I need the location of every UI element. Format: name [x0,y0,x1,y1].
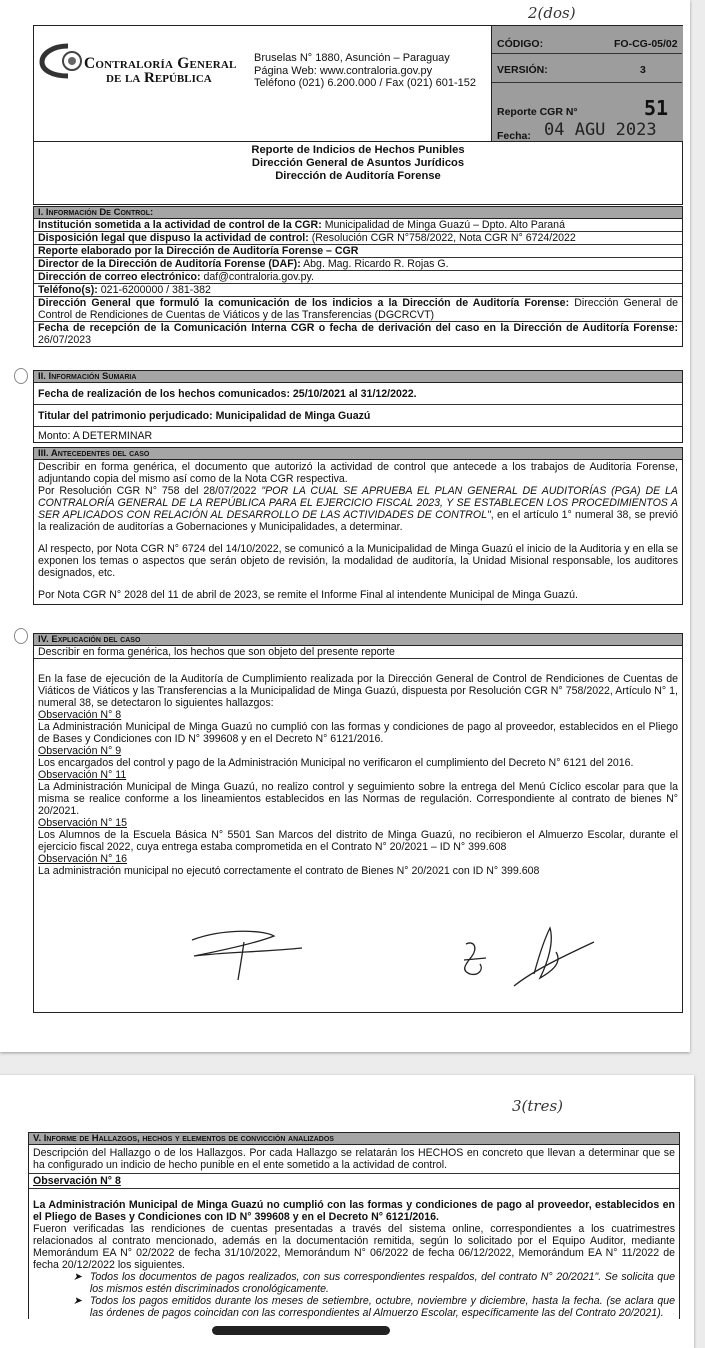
antecedentes-p4: Por Nota CGR N° 2028 del 11 de abril de 2023, se remite el Informe Final al intendente Municipal de Minga Guazú. [38,589,578,601]
hallazgos-intro: Descripción del Hallazgo o de los Hallazgos. Por cada Hallazgo se relatarán los HECHOS en concreto que llevan a determinar que se ha configurado un indicio de hecho punible en el ente sometido a la actividad de control. [29,1145,679,1174]
codigo-row [492,26,682,54]
version-value: 3 [640,64,646,76]
obs-text: Los Alumnos de la Escuela Básica N° 5501 San Marcos del distrito de Minga Guazú, no recibieron el Almuerzo Escolar, durante el ejercicio fiscal 2022, cuya entrega estaba comprometida en el Contrato N° 20/2021 – ID N° 399.608 [38,829,678,853]
section-explicacion [33,633,683,1013]
obs8-bullet [33,1295,675,1319]
obs-text: La Administración Municipal de Minga Guazú, no realizo control y seguimiento sobre la entrega del Menú Cíclico escolar para que la misma se realice conforme a los lineamientos establecidos en las Normas de regulación. Correspondiente al contrato de bienes N° 20/2021. [38,781,678,817]
antecedentes-p1: Describir en forma genérica, el documento que autorizó la actividad de control que antecede a los trabajos de Auditoria Forense, adjuntando copia del mismo así como de la Nota CGR respectiva. [38,461,678,485]
obs-title: Observación N° 9 [38,745,122,757]
obs8-title: Observación N° 8 [29,1174,679,1189]
tel-row [34,284,682,297]
dir-value: Abg. Mag. Ricardo R. Rojas G. [303,258,449,270]
bullet-text: Todos los pagos emitidos durante los meses de setiembre, octubre, noviembre y diciembre, hasta la fecha. (se aclara que las órdenes de pagos coincidan con las correspondientes al Almuerzo Escolar, específicamente las del Contrato 20/2021). [89,1295,675,1319]
explicacion-body [34,659,682,877]
fecha-hechos: Fecha de realización de los hechos comunicados: 25/10/2021 al 31/12/2022. [34,383,682,405]
inst-row [34,219,682,232]
title-line1: Reporte de Indicios de Hechos Punibles [251,144,465,156]
fecha-label: Fecha: [497,130,531,142]
section-informacion-control [33,206,683,347]
redaction-mark [212,1326,390,1335]
dir-row [34,258,682,271]
obs8-bullet [33,1271,675,1295]
p2-ref: Por Resolución CGR N° 758 del 28/07/2022 [38,485,257,497]
obs-item [38,745,678,769]
dg-label: Dirección General que formuló la comunicación de los indicios a la Dirección de Auditoría Forense: [38,297,570,309]
section-heading: IV. Explicación del caso [34,634,682,646]
antecedentes-p2 [38,485,678,533]
obs-title: Observación N° 16 [38,853,128,865]
page-number-annotation: 3(tres) [512,1097,564,1115]
report-title [33,141,683,205]
section-heading: V. Informe de Hallazgos, hechos y elementos de convicción analizados [29,1133,679,1145]
disp-value: (Resolución CGR N°758/2022, Nota CGR N° 6724/2022 [311,232,576,244]
inst-value: Municipalidad de Minga Guazú – Dpto. Alto Paraná [324,219,565,231]
codigo-label: CÓDIGO: [497,38,544,50]
org-phone: Teléfono (021) 6.200.000 / Fax (021) 601-152 [254,77,476,89]
obs8-text: Fueron verificadas las rendiciones de cuentas presentadas a través del sistema online, correspondientes a los cuatrimestres relacionados al contrato mencionado, además en la documentación remitida, según lo solicitado por el Equipo Auditor, mediante Memorándum EA N° 02/2022 de fecha 31/10/2022, Memorándum N° 06/2022 de fecha 06/12/2022, Memorándum EA N° 11/2022 de fecha 20/12/2022 los siguientes. [33,1223,675,1271]
reporte-number: 51 [644,96,669,120]
org-name-line2: de la República [106,70,212,86]
document-header [33,25,683,142]
section-heading: II. Información Sumaria [34,371,682,383]
obs-text: La Administración Municipal de Minga Guazú no cumplió con las formas y condiciones de pago al proveedor, establecidos en el Pliego de Bases y Condiciones con ID N° 399608 y en el Decreto N° 6121/2016. [38,721,678,745]
disp-label: Disposición legal que dispuso la actividad de control: [38,232,309,244]
obs8-bold: La Administración Municipal de Minga Guazú no cumplió con las formas y condiciones de pago al proveedor, establecidos en el Pliego de Bases y Condiciones con ID N° 399608 y en el Decreto N° 6121/2016. [33,1199,675,1223]
section-heading: I. Información De Control: [34,207,682,219]
section-informe-hallazgos [28,1132,680,1319]
titular-row [34,405,682,427]
binder-hole [14,628,28,644]
antecedentes-p3: Al respecto, por Nota CGR N° 6724 del 14/10/2022, se comunicó a la Municipalidad de Minga Guazú el inicio de la Auditoria y en ella se exponen los temas o aspectos que serán objeto de revisión, la modalidad de auditoría, la Unidad Misional responsable, los auditores designados, etc. [38,543,678,579]
obs-item [38,853,678,877]
rep-row: Reporte elaborado por la Dirección de Auditoría Forense – CGR [34,245,682,258]
obs-text: Los encargados del control y pago de la Administración Municipal no verificaron el cumplimiento del Decreto N° 6121 del 2016. [38,757,634,769]
binder-hole [14,368,28,384]
title-line2: Dirección General de Asuntos Jurídicos [251,157,465,169]
org-contact-block [254,52,490,90]
title-line3: Dirección de Auditoría Forense [275,170,441,182]
arrow-bullet-icon: ➤ [73,1271,82,1283]
form-meta-box [491,26,683,141]
obs-title: Observación N° 15 [38,817,128,829]
obs-text: La administración municipal no ejecutó correctamente el contrato de Bienes N° 20/2021 con ID N° 399.608 [38,865,540,877]
signature-2 [464,943,486,974]
page-number-annotation: 2(dos) [528,4,576,22]
obs-item [38,769,678,817]
fecha-stamp: 04 AGU 2023 [544,120,657,140]
section-antecedentes [33,447,683,605]
cgr-logo [34,26,244,141]
bullet-text: Todos los documentos de pagos realizados, con sus correspondientes respaldos, del contrato N° 20/2021". Se solicita que los mismos estén discriminados cronológicamente. [89,1271,675,1295]
fr-label: Fecha de recepción de la Comunicación Interna CGR o fecha de derivación del caso en la Dirección de Auditoría Forense: [38,322,678,334]
dg-value: Dirección General de Control de Rendiciones de Cuentas de Viáticos y de las Transferencias (DGCRCVT) [38,297,678,321]
mail-value: daf@contraloria.gov.py. [203,271,314,283]
antecedentes-body [34,460,682,604]
fr-row [34,322,682,346]
inst-label: Institución sometida a la actividad de control de la CGR: [38,219,322,231]
signatures [34,922,684,1002]
document-page-2 [0,1075,694,1348]
dg-row [34,297,682,322]
codigo-value: FO-CG-05/02 [614,38,678,50]
signature-3 [514,928,594,986]
section-informacion-sumaria [33,370,683,443]
org-web: Página Web: www.contraloria.gov.py [254,64,433,77]
disp-row [34,232,682,245]
reporte-label: Reporte CGR N° [497,106,578,118]
version-row [492,54,682,83]
monto-row: Monto: A DETERMINAR [38,430,153,442]
dir-label: Director de la Dirección de Auditoría Forense (DAF): [38,258,301,270]
explicacion-intro: Describir en forma genérica, los hechos que son objeto del presente reporte [34,646,682,659]
tel-value: 021-6200000 / 381-382 [100,284,211,296]
fr-value: 26/07/2023 [38,334,92,346]
signature-1 [192,931,302,980]
section-heading: III. Antecedentes del caso [34,448,682,460]
org-address: Bruselas N° 1880, Asunción – Paraguay [254,52,450,64]
tel-label: Teléfono(s): [38,284,98,296]
explicacion-p1: En la fase de ejecución de la Auditoría de Cumplimiento realizada por la Dirección General de Control de Rendiciones de Cuentas de Viáticos de Viáticos y las Transferencias a la Municipalidad de Minga Guazú, dispuesta por Resolución CGR N° 758/2022, Artículo N° 1, numeral 38, se detectaron lo siguientes hallazgos: [38,673,678,709]
obs-title: Observación N° 8 [38,709,122,721]
p2-rest: , en el artículo 1° numeral 38, se previó la realización de auditorías a Gobernaciones y Municipalidades, a determinar. [38,509,678,533]
org-name-line1: Contraloría General [84,55,237,72]
arrow-bullet-icon: ➤ [73,1295,82,1307]
titular-label: Titular del patrimonio perjudicado: [38,410,213,422]
mail-label: Dirección de correo electrónico: [38,271,201,283]
obs-title: Observación N° 11 [38,769,127,781]
obs-item [38,817,678,853]
p2-quote: "POR LA CUAL SE APRUEBA EL PLAN GENERAL DE AUDITORÍAS (PGA) DE LA CONTRALORÍA GENERAL DE LA REPÚBLICA PARA EL EJERCICIO FISCAL 2023, Y SE ESTABLECEN LOS PROCEDIMIENTOS A SER APLICADOS CON RELACIÓN AL DESARROLLO DE LAS ACTIVIDADES DE CONTROL" [38,485,678,521]
titular-value: Municipalidad de Minga Guazú [215,410,371,422]
obs-item [38,709,678,745]
mail-row [34,271,682,284]
version-label: VERSIÓN: [497,64,548,76]
obs8-body [29,1189,679,1319]
